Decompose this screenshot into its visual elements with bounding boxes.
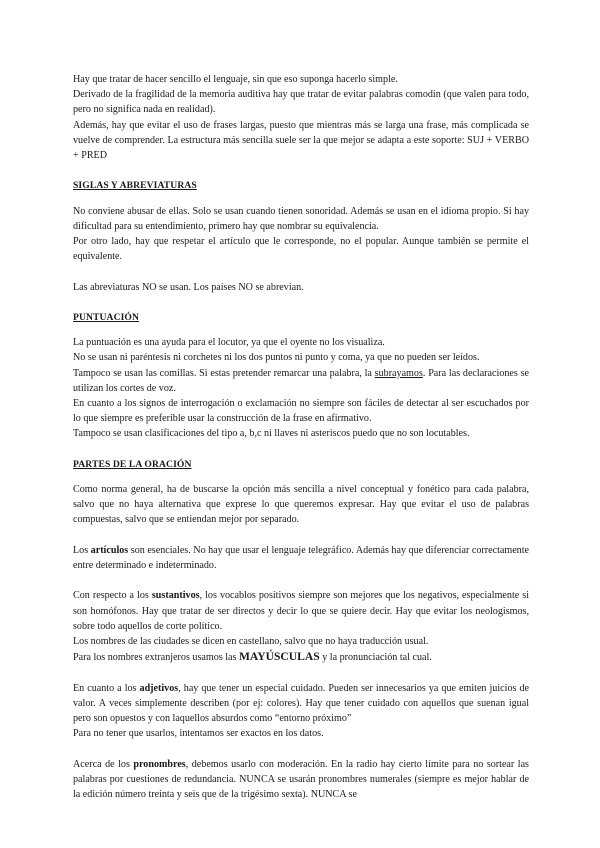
section-heading-partes: PARTES DE LA ORACIÓN [73,458,192,470]
text-run: y la pronunciación tal cual. [319,652,432,664]
bold-term: adjetivos [139,682,179,694]
paragraph: Tampoco se usan clasificaciones del tipo a, b,c ni llaves ni asteriscos puedo que no son locutables. [73,428,470,440]
paragraph: Derivado de la fragilidad de la memoria auditiva hay que tratar de evitar palabras comodín (que valen para todo, pero no significa nada en realidad). [73,89,529,116]
paragraph: No conviene abusar de ellas. Solo se usan cuando tienen sonoridad. Además se usan en el idioma propio. Si hay dificultad para su entendimiento, primero hay que nombrar su equivalencia. [73,205,529,232]
paragraph [73,543,529,573]
document-page [73,72,529,802]
paragraph: Para no tener que usarlos, intentamos ser exactos en los datos. [73,728,324,740]
text-run: Tampoco se usan las comillas. Si estas pretender remarcar una palabra, la [73,367,375,379]
paragraph: Hay que tratar de hacer sencillo el lenguaje, sin que eso suponga hacerlo simple. [73,74,398,85]
text-run: , debemos usarlo con moderación. En la radio hay cierto límite para no sortear las palabras por cuestiones de redundancia. NUNCA se usarán pronombres numerales (siempre es mejor hablar de la edición número treinta y seis que de la trigésimo sexta). NUNCA se [73,758,529,801]
paragraph: Además, hay que evitar el uso de frases largas, puesto que mientras más se larga una frase, más complicada se vuelve de comprender. La estructura más sencilla suele ser la que mejor se adapta a este soporte: SUJ + VERBO + PRED [73,119,529,162]
text-run: , los vocablos positivos siempre son mejores que los negativos, especialmente si son homófonos. Hay que tratar de ser directos y decir lo que se quiere decir. Hay que evitar los neologismos, sobre todo aquellos de corte político. [73,590,529,632]
text-run: , hay que tener un especial cuidado. Pueden ser innecesarios ya que emiten juicios de valor. A veces simplemente describen (por ej: colores). Hay que tener cuidado con aquellos que suenan igual pero son opuestos y con laquellos absurdos como “entorno próximo” [73,682,529,725]
bold-term: pronombres [133,758,186,770]
paragraph: No se usan ni paréntesis ni corchetes ni los dos puntos ni punto y coma, ya que no pueden ser leídos. [73,352,480,364]
paragraph: En cuanto a los signos de interrogación o exclamación no siempre son fáciles de detectar al ser escuchados por lo que siempre es preferible usar la construcción de la frase en afirmativo. [73,398,529,425]
section-heading-siglas: SIGLAS Y ABREVIATURAS [73,180,197,192]
text-run: Acerca de los [73,758,134,770]
text-run: Para los nombres extranjeros usamos las [73,652,239,664]
text-run: . Para las declaraciones se utilizan los cortes de voz. [73,367,529,394]
paragraph [73,649,529,665]
text-run: son esenciales. No hay que usar el lenguaje telegráfico. Además hay que diferenciar correctamente entre determinado e indeterminado. [73,544,530,572]
bold-term: artículos [90,544,129,556]
paragraph: Por otro lado, hay que respetar el artículo que le corresponde, no el popular. Aunque también se permite el equivalente. [73,236,529,263]
underlined-word: subrayamos [374,367,423,379]
paragraph: La puntuación es una ayuda para el locutor, ya que el oyente no los visualiza. [73,337,385,349]
paragraph [73,588,529,634]
paragraph: Como norma general, ha de buscarse la opción más sencilla a nivel conceptual y fonético para cada palabra, salvo que no haya alternativa que exprese lo que queremos expresar. Hay que evitar el uso de palabras compuestas, salvo que se entiendan mejor por separado. [73,484,529,526]
text-run: Con respecto a los [73,590,152,602]
paragraph [73,757,529,803]
paragraph [73,681,529,727]
paragraph: Las abreviaturas NO se usan. Los países NO se abrevian. [73,281,304,293]
paragraph [73,366,529,396]
text-run: Los [73,544,91,556]
bold-term: MAYÚSCULAS [238,650,320,664]
paragraph: Los nombres de las ciudades se dicen en castellano, salvo que no haya traducción usual. [73,636,429,648]
section-heading-puntuacion: PUNTUACIÓN [73,312,140,323]
text-run: En cuanto a los [73,682,140,694]
bold-term: sustantivos [151,590,200,602]
